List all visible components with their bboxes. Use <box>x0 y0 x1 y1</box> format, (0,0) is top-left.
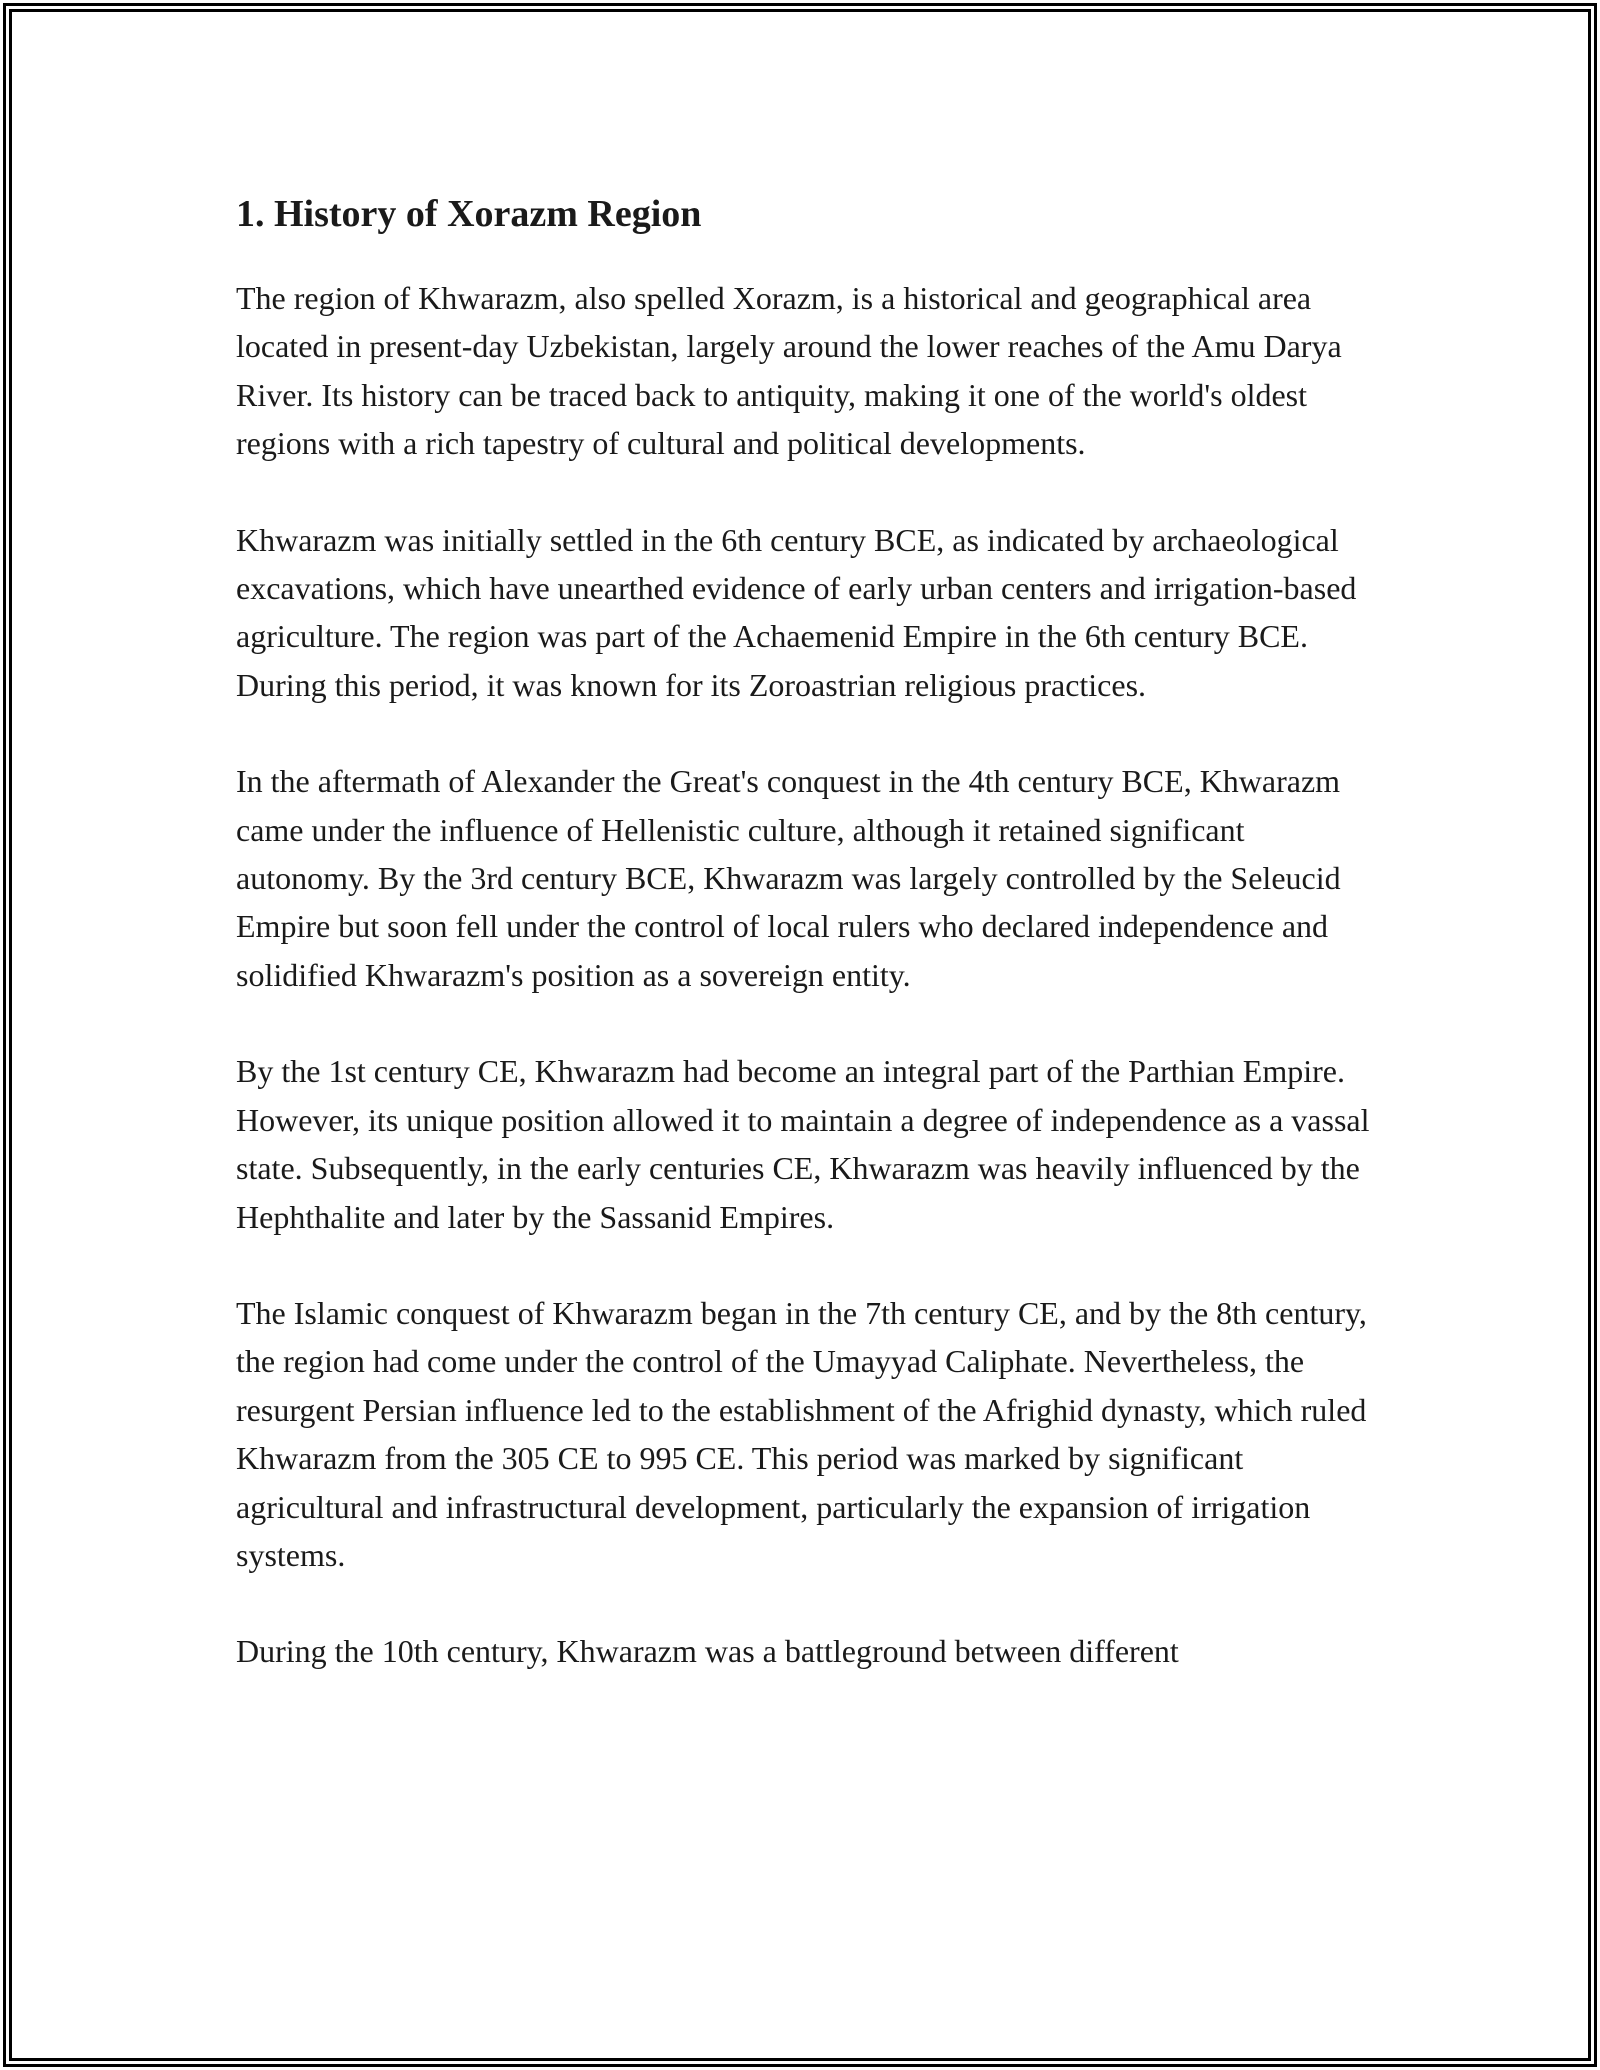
paragraph-6: During the 10th century, Khwarazm was a battleground between different <box>236 1633 1179 1670</box>
document-body <box>236 186 1386 1724</box>
paragraph-5: The Islamic conquest of Khwarazm began in the 7th century CE, and by the 8th century, the region had come under the control of the Umayyad Caliphate. Nevertheless, the resurgent Persian influence led to the establishment of the Afrighid dynasty, which ruled Khwarazm from the 305 CE to 995 CE. This period was marked by significant agricultural and infrastructural development, particularly the expansion of irrigation systems. <box>236 1294 1367 1573</box>
paragraph-3: In the aftermath of Alexander the Great's conquest in the 4th century BCE, Khwarazm came under the influence of Hellenistic culture, although it retained significant autonomy. By the 3rd century BCE, Khwarazm was largely controlled by the Seleucid Empire but soon fell under the control of local rulers who declared independence and solidified Khwarazm's position as a sovereign entity. <box>236 763 1341 993</box>
paragraph-4: By the 1st century CE, Khwarazm had become an integral part of the Parthian Empire. However, its unique position allowed it to maintain a degree of independence as a vassal state. Subsequently, in the early centuries CE, Khwarazm was heavily influenced by the Hephthalite and later by the Sassanid Empires. <box>236 1053 1370 1235</box>
paragraph-1: The region of Khwarazm, also spelled Xorazm, is a historical and geographical area located in present-day Uzbekistan, largely around the lower reaches of the Amu Darya River. Its history can be traced back to antiquity, making it one of the world's oldest regions with a rich tapestry of cultural and political developments. <box>236 280 1342 462</box>
section-heading: 1. History of Xorazm Region <box>236 193 702 235</box>
paragraph-2: Khwarazm was initially settled in the 6th century BCE, as indicated by archaeological excavations, which have unearthed evidence of early urban centers and irrigation-based agriculture. The region was part of the Achaemenid Empire in the 6th century BCE. During this period, it was known for its Zoroastrian religious practices. <box>236 521 1357 703</box>
